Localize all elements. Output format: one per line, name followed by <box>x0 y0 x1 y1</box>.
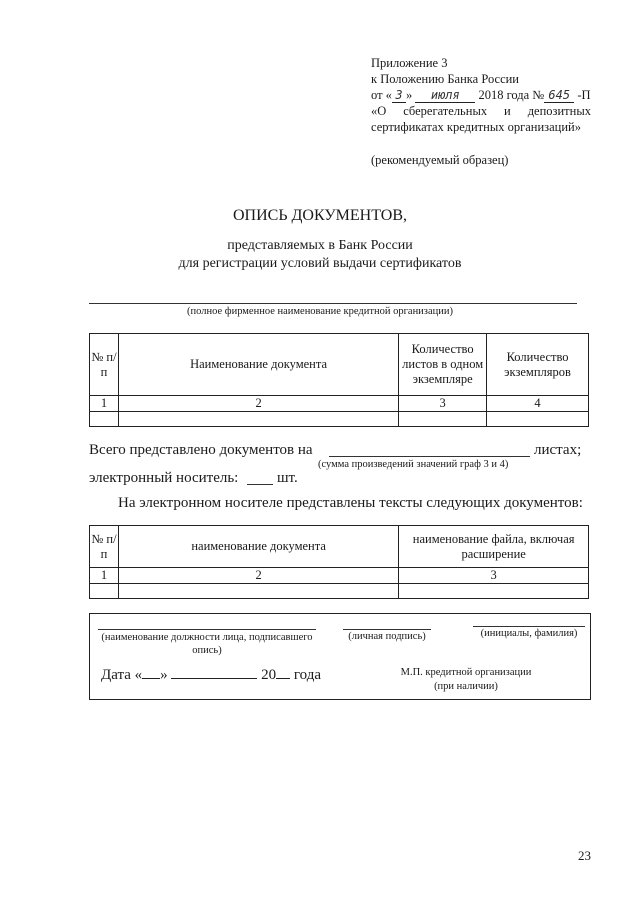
column-numbers-row <box>90 568 589 584</box>
table-cell <box>90 584 119 599</box>
files-table <box>89 525 589 599</box>
total-sheets-suffix: листах; <box>534 442 582 458</box>
col-document-name-header: наименование документа <box>118 526 398 568</box>
subtitle-line-1: представляемых в Банк России <box>227 238 413 253</box>
appendix-date-line <box>371 87 591 103</box>
col-sheets-header: Количество листов в одном экземпляре <box>399 334 487 396</box>
position-caption: (наименование должности лица, подписавшего опись) <box>101 632 313 656</box>
date-day-blank <box>142 665 160 679</box>
column-number: 3 <box>399 396 487 412</box>
appendix-month: июля <box>415 89 475 103</box>
documents-table <box>89 333 589 427</box>
table-cell <box>118 584 398 599</box>
stamp-note: (при наличии) <box>434 681 498 692</box>
document-title: ОПИСЬ ДОКУМЕНТОВ, <box>232 207 407 224</box>
table-row <box>90 412 589 427</box>
signature-line <box>343 629 431 630</box>
table-cell <box>487 412 589 427</box>
appendix-title-line2: сертификатах кредитных организаций» <box>371 120 581 134</box>
appendix-number: Приложение 3 <box>371 56 448 70</box>
col-file-name-header: наименование файла, включая расширение <box>399 526 589 568</box>
table-cell <box>399 412 487 427</box>
date-year-prefix: 20 <box>261 667 277 683</box>
total-sheets-blank <box>329 456 530 457</box>
sum-caption: (сумма произведений значений граф 3 и 4) <box>318 459 509 470</box>
date-year-blank <box>276 665 290 679</box>
date-label: Дата « <box>101 667 143 683</box>
date-month-blank <box>171 665 257 679</box>
page-number: 23 <box>578 848 591 863</box>
initials-line <box>473 626 585 627</box>
date-line <box>101 665 321 684</box>
media-count-blank <box>247 484 273 485</box>
signature-box <box>89 613 591 700</box>
column-number: 2 <box>118 568 398 584</box>
total-sheets-label: Всего представлено документов на <box>89 442 313 458</box>
appendix-title-line1 <box>371 103 591 119</box>
appendix-reg-number: 645 <box>544 89 574 103</box>
appendix-day: 3 <box>392 89 406 103</box>
column-numbers-row <box>90 396 589 412</box>
appendix-year-text: 2018 года № <box>478 88 545 102</box>
title-word: сберегательных <box>403 104 488 118</box>
files-table-header <box>90 526 589 568</box>
org-name-caption: (полное фирменное наименование кредитной организации) <box>187 306 453 317</box>
appendix-reg-suffix: -П <box>577 88 591 102</box>
position-line <box>98 629 316 630</box>
stamp-caption: М.П. кредитной организации <box>400 667 532 678</box>
signature-caption: (личная подпись) <box>348 631 426 642</box>
col-name-header: Наименование документа <box>118 334 398 396</box>
table-cell <box>118 412 398 427</box>
subtitle-line-2: для регистрации условий выдачи сертификатов <box>178 256 462 271</box>
title-word: «О <box>371 104 387 118</box>
title-word: и <box>504 104 511 118</box>
column-number: 2 <box>118 396 398 412</box>
stamp-area <box>396 666 536 694</box>
media-texts-heading: На электронном носителе представлены тексты следующих документов: <box>118 495 583 511</box>
documents-table-header <box>90 334 589 396</box>
column-number: 1 <box>90 568 119 584</box>
col-copies-header: Количество экземпляров <box>487 334 589 396</box>
date-prefix: от « <box>371 88 392 102</box>
title-word: депозитных <box>527 104 591 118</box>
col-number-header: № п/п <box>90 526 119 568</box>
column-number: 1 <box>90 396 119 412</box>
appendix-regulation: к Положению Банка России <box>371 72 519 86</box>
media-suffix: шт. <box>277 470 298 486</box>
appendix-header <box>371 55 591 168</box>
document-subtitle <box>0 237 640 273</box>
date-year-suffix: года <box>293 667 322 683</box>
column-number: 4 <box>487 396 589 412</box>
org-name-line <box>89 303 577 304</box>
table-cell <box>399 584 589 599</box>
table-cell <box>90 412 119 427</box>
initials-caption: (инициалы, фамилия) <box>480 628 578 639</box>
recommended-sample-note: (рекомендуемый образец) <box>371 153 509 167</box>
column-number: 3 <box>399 568 589 584</box>
col-number-header: № п/п <box>90 334 119 396</box>
media-label: электронный носитель: <box>89 470 239 486</box>
date-close: » <box>405 88 413 102</box>
date-quote-close: » <box>160 667 168 683</box>
table-row <box>90 584 589 599</box>
